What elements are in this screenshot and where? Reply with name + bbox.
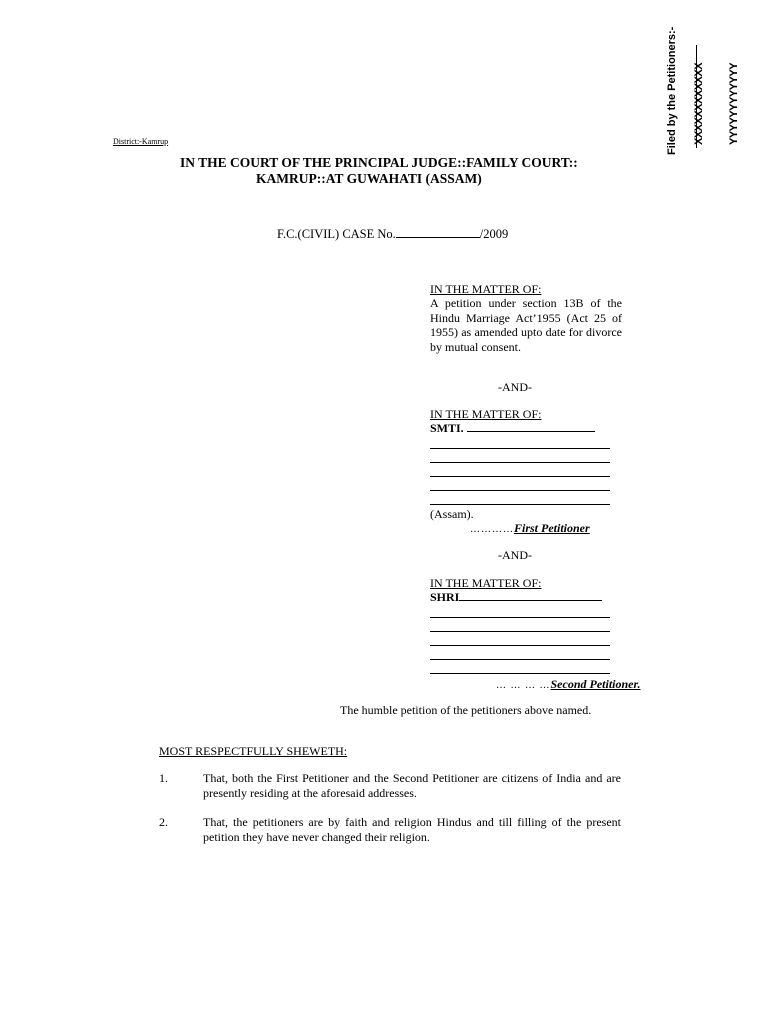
matter3-name-line — [430, 590, 622, 605]
court-title — [180, 155, 578, 187]
paragraph-text: That, both the First Petitioner and the Second Petitioner are citizens of India and are presently residing at the aforesaid addresses. — [203, 771, 621, 800]
address-line — [430, 448, 610, 449]
second-petitioner-label: Second Petitioner. — [550, 677, 641, 691]
paragraph-number: 2. — [159, 815, 168, 829]
matter2-name-prefix: SMTI. — [430, 421, 464, 435]
margin-x-column: XXXXXXXXXXXX — [693, 62, 705, 145]
address-line — [430, 476, 610, 477]
matter1-body: A petition under section 13B of the Hindu Marriage Act’1955 (Act 25 of 1955) as amended upto date for divorce by mutual consent. — [430, 296, 622, 354]
address-line — [430, 490, 610, 491]
court-title-line2: KAMRUP::AT GUWAHATI (ASSAM) — [256, 171, 482, 186]
district-label: District:-Kamrup — [113, 137, 169, 146]
sheweth-heading: MOST RESPECTFULLY SHEWETH: — [159, 744, 348, 758]
address-line — [430, 462, 610, 463]
paragraph-text: That, the petitioners are by faith and religion Hindus and till filling of the present petition they have never changed their religion. — [203, 815, 621, 844]
matter3-name-blank — [459, 590, 602, 601]
address-line — [430, 631, 610, 632]
humble-petition-text: The humble petition of the petitioners above named. — [340, 703, 592, 717]
address-line — [430, 673, 610, 674]
first-petitioner-line — [470, 519, 590, 537]
matter3-name-prefix: SHRI — [430, 590, 460, 604]
address-line — [430, 617, 610, 618]
case-number — [277, 227, 508, 242]
case-number-blank — [396, 227, 480, 238]
matter2-name-line — [430, 421, 622, 436]
case-suffix: /2009 — [479, 227, 509, 241]
and-separator-2: -AND- — [498, 548, 532, 562]
paragraph-number: 1. — [159, 771, 168, 785]
first-petitioner-dots: ………… — [470, 524, 514, 535]
matter2-heading: IN THE MATTER OF: — [430, 407, 542, 421]
court-title-line1: IN THE COURT OF THE PRINCIPAL JUDGE::FAMILY COURT:: — [180, 155, 578, 170]
matter2-name-blank — [467, 421, 595, 432]
margin-divider-line — [696, 45, 697, 148]
matter2-state: (Assam). — [430, 507, 474, 521]
first-petitioner-label: First Petitioner — [514, 521, 590, 535]
and-separator-1: -AND- — [498, 380, 532, 394]
second-petitioner-dots: … … … … — [496, 680, 551, 691]
case-prefix: F.C.(CIVIL) CASE No. — [277, 227, 396, 241]
matter3-heading: IN THE MATTER OF: — [430, 576, 542, 590]
address-line — [430, 645, 610, 646]
address-line — [430, 659, 610, 660]
second-petitioner-line — [496, 675, 641, 693]
matter1-heading: IN THE MATTER OF: — [430, 282, 542, 296]
filed-by-label: Filed by the Petitioners:- — [666, 26, 678, 155]
address-line — [430, 504, 610, 505]
margin-y-column: YYYYYYYYYYYY — [728, 62, 740, 145]
